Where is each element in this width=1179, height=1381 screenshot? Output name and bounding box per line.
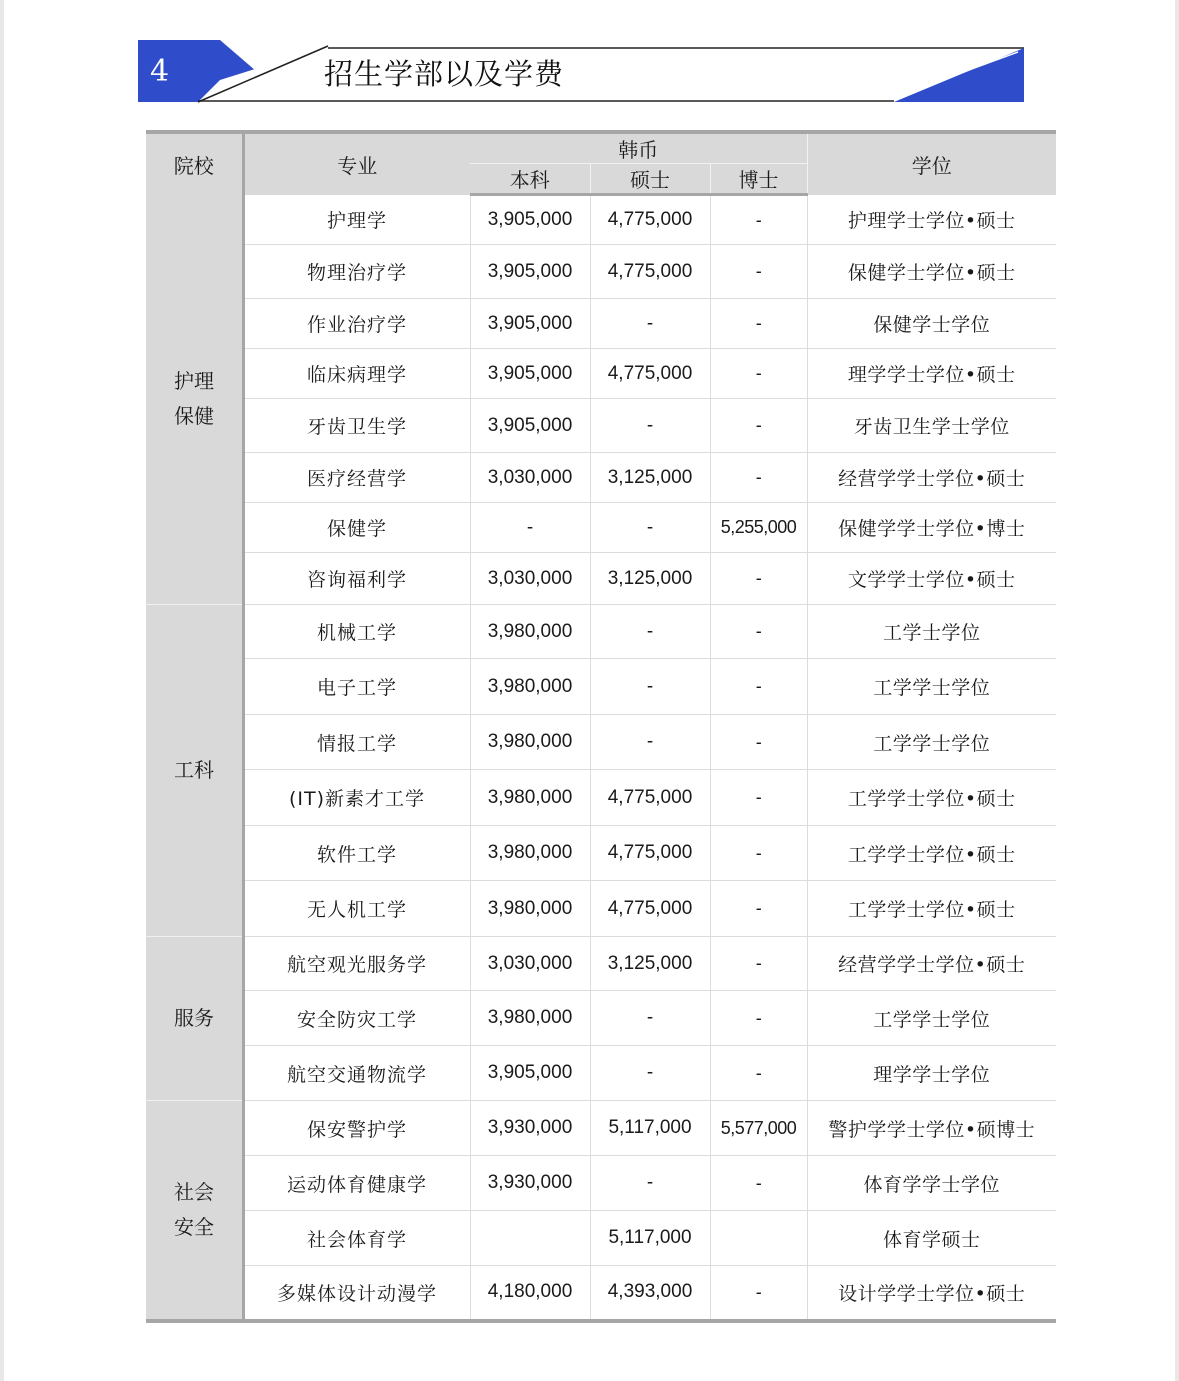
master-fee-cell: 4,775,000 <box>590 245 710 299</box>
bachelor-fee-cell: 3,980,000 <box>470 991 590 1046</box>
table-body <box>146 195 1056 1321</box>
degree-cell: 文学学士学位•硕士 <box>807 553 1056 605</box>
page-edge <box>0 0 4 1381</box>
bachelor-fee-cell: 3,905,000 <box>470 349 590 399</box>
table-row <box>146 553 1056 605</box>
bachelor-fee-cell: 3,905,000 <box>470 1046 590 1101</box>
major-cell: 物理治疗学 <box>243 245 470 299</box>
master-fee-cell: - <box>590 991 710 1046</box>
master-fee-cell: - <box>590 605 710 659</box>
bachelor-fee-cell: 3,980,000 <box>470 826 590 881</box>
doctor-fee-cell: 5,255,000 <box>710 503 807 553</box>
banner-graphic <box>138 40 1028 104</box>
bachelor-fee-cell: 3,980,000 <box>470 605 590 659</box>
master-fee-cell: 4,775,000 <box>590 881 710 937</box>
bachelor-fee-cell: 3,030,000 <box>470 453 590 503</box>
section-header-banner <box>138 40 1028 104</box>
master-fee-cell: - <box>590 715 710 770</box>
bachelor-fee-cell: 3,905,000 <box>470 245 590 299</box>
bachelor-fee-cell: 3,930,000 <box>470 1101 590 1156</box>
master-fee-cell: 4,775,000 <box>590 826 710 881</box>
master-column-header: 硕士 <box>590 164 710 195</box>
tuition-fee-table <box>146 130 1056 1323</box>
doctor-fee-cell: - <box>710 453 807 503</box>
master-fee-cell: 5,117,000 <box>590 1101 710 1156</box>
master-fee-cell: 5,117,000 <box>590 1211 710 1266</box>
master-fee-cell: - <box>590 659 710 715</box>
degree-cell: 经营学学士学位•硕士 <box>807 453 1056 503</box>
doctor-fee-cell: - <box>710 1046 807 1101</box>
doctor-fee-cell: - <box>710 349 807 399</box>
doctor-fee-cell: - <box>710 399 807 453</box>
college-cell: 工科 <box>146 605 243 937</box>
table-row <box>146 770 1056 826</box>
major-cell: 机械工学 <box>243 605 470 659</box>
table-row <box>146 937 1056 991</box>
degree-cell: 护理学士学位•硕士 <box>807 195 1056 245</box>
bachelor-fee-cell: 3,980,000 <box>470 659 590 715</box>
doctor-fee-cell: - <box>710 770 807 826</box>
major-cell: 航空观光服务学 <box>243 937 470 991</box>
degree-cell: 设计学学士学位•硕士 <box>807 1266 1056 1321</box>
table-row <box>146 881 1056 937</box>
master-fee-cell: 3,125,000 <box>590 453 710 503</box>
master-fee-cell: 4,775,000 <box>590 195 710 245</box>
major-cell: 情报工学 <box>243 715 470 770</box>
master-fee-cell: 4,775,000 <box>590 770 710 826</box>
doctor-fee-cell: - <box>710 299 807 349</box>
doctor-fee-cell: - <box>710 715 807 770</box>
major-cell: 安全防灾工学 <box>243 991 470 1046</box>
degree-cell: 牙齿卫生学士学位 <box>807 399 1056 453</box>
table-row <box>146 605 1056 659</box>
bachelor-fee-cell: 3,905,000 <box>470 399 590 453</box>
section-number: 4 <box>150 54 170 89</box>
major-cell: 保安警护学 <box>243 1101 470 1156</box>
college-cell: 护理 保健 <box>146 195 243 605</box>
major-cell: 护理学 <box>243 195 470 245</box>
master-fee-cell: 3,125,000 <box>590 553 710 605</box>
master-fee-cell: - <box>590 299 710 349</box>
degree-cell: 工学学士学位•硕士 <box>807 770 1056 826</box>
doctor-fee-cell: - <box>710 1156 807 1211</box>
major-cell: 临床病理学 <box>243 349 470 399</box>
college-cell: 社会 安全 <box>146 1101 243 1321</box>
table-row <box>146 1156 1056 1211</box>
bachelor-fee-cell: 3,980,000 <box>470 715 590 770</box>
master-fee-cell: - <box>590 1046 710 1101</box>
bachelor-fee-cell: 3,905,000 <box>470 299 590 349</box>
table-row <box>146 195 1056 245</box>
master-fee-cell: 4,393,000 <box>590 1266 710 1321</box>
doctor-fee-cell: - <box>710 245 807 299</box>
major-cell: 咨询福利学 <box>243 553 470 605</box>
bachelor-column-header: 本科 <box>470 164 590 195</box>
degree-cell: 理学学士学位•硕士 <box>807 349 1056 399</box>
master-fee-cell: - <box>590 503 710 553</box>
major-cell: 运动体育健康学 <box>243 1156 470 1211</box>
degree-cell: 工学学士学位•硕士 <box>807 881 1056 937</box>
bachelor-fee-cell: 3,980,000 <box>470 770 590 826</box>
doctor-fee-cell: - <box>710 881 807 937</box>
degree-cell: 体育学硕士 <box>807 1211 1056 1266</box>
degree-cell: 工学学士学位•硕士 <box>807 826 1056 881</box>
bachelor-fee-cell <box>470 1211 590 1266</box>
major-cell: 医疗经营学 <box>243 453 470 503</box>
doctor-fee-cell: - <box>710 826 807 881</box>
major-cell: 保健学 <box>243 503 470 553</box>
major-cell: 航空交通物流学 <box>243 1046 470 1101</box>
major-cell: 软件工学 <box>243 826 470 881</box>
table-row <box>146 991 1056 1046</box>
degree-cell: 工学士学位 <box>807 605 1056 659</box>
degree-cell: 保健学士学位 <box>807 299 1056 349</box>
bachelor-fee-cell: - <box>470 503 590 553</box>
bachelor-fee-cell: 3,905,000 <box>470 195 590 245</box>
master-fee-cell: 3,125,000 <box>590 937 710 991</box>
doctor-fee-cell <box>710 1211 807 1266</box>
table-row <box>146 1211 1056 1266</box>
degree-cell: 经营学学士学位•硕士 <box>807 937 1056 991</box>
doctor-column-header: 博士 <box>710 164 807 195</box>
master-fee-cell: 4,775,000 <box>590 349 710 399</box>
table-row <box>146 1266 1056 1321</box>
master-fee-cell: - <box>590 1156 710 1211</box>
major-cell: (IT)新素才工学 <box>243 770 470 826</box>
doctor-fee-cell: - <box>710 937 807 991</box>
degree-cell: 理学学士学位 <box>807 1046 1056 1101</box>
degree-cell: 体育学学士学位 <box>807 1156 1056 1211</box>
bachelor-fee-cell: 3,030,000 <box>470 937 590 991</box>
doctor-fee-cell: - <box>710 991 807 1046</box>
doctor-fee-cell: - <box>710 195 807 245</box>
table-row <box>146 659 1056 715</box>
banner-title-panel <box>198 46 1024 102</box>
degree-cell: 工学学士学位 <box>807 659 1056 715</box>
bachelor-fee-cell: 3,980,000 <box>470 881 590 937</box>
major-cell: 社会体育学 <box>243 1211 470 1266</box>
degree-cell: 警护学学士学位•硕博士 <box>807 1101 1056 1156</box>
bachelor-fee-cell: 3,930,000 <box>470 1156 590 1211</box>
table-row <box>146 715 1056 770</box>
table-row <box>146 299 1056 349</box>
degree-cell: 工学学士学位 <box>807 715 1056 770</box>
table-row <box>146 1046 1056 1101</box>
college-cell: 服务 <box>146 937 243 1101</box>
major-column-header: 专业 <box>243 132 470 195</box>
table-row <box>146 826 1056 881</box>
doctor-fee-cell: - <box>710 1266 807 1321</box>
major-cell: 作业治疗学 <box>243 299 470 349</box>
table-row <box>146 503 1056 553</box>
section-title: 招生学部以及学费 <box>324 57 565 91</box>
doctor-fee-cell: 5,577,000 <box>710 1101 807 1156</box>
currency-header: 韩币 <box>470 132 807 164</box>
degree-cell: 保健学学士学位•博士 <box>807 503 1056 553</box>
degree-cell: 保健学士学位•硕士 <box>807 245 1056 299</box>
page-edge <box>1175 0 1179 1381</box>
degree-column-header: 学位 <box>807 132 1056 195</box>
major-cell: 多媒体设计动漫学 <box>243 1266 470 1321</box>
master-fee-cell: - <box>590 399 710 453</box>
table-row <box>146 1101 1056 1156</box>
table-row <box>146 245 1056 299</box>
table-row <box>146 399 1056 453</box>
college-column-header: 院校 <box>146 132 243 195</box>
major-cell: 电子工学 <box>243 659 470 715</box>
table-row <box>146 453 1056 503</box>
doctor-fee-cell: - <box>710 605 807 659</box>
bachelor-fee-cell: 3,030,000 <box>470 553 590 605</box>
doctor-fee-cell: - <box>710 659 807 715</box>
major-cell: 牙齿卫生学 <box>243 399 470 453</box>
major-cell: 无人机工学 <box>243 881 470 937</box>
degree-cell: 工学学士学位 <box>807 991 1056 1046</box>
table-row <box>146 349 1056 399</box>
bachelor-fee-cell: 4,180,000 <box>470 1266 590 1321</box>
doctor-fee-cell: - <box>710 553 807 605</box>
